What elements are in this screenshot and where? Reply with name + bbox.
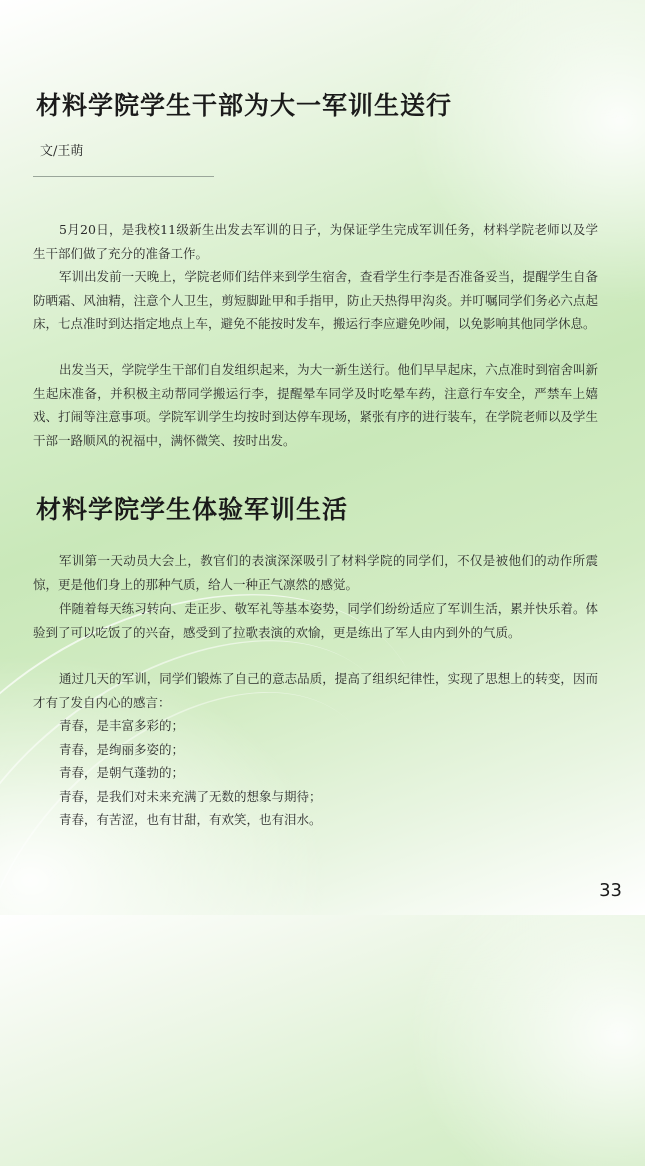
page-number: 33 [599,880,622,901]
article-title: 材料学院学生干部为大一军训生送行 [36,91,453,120]
poem-line: 青春，是绚丽多姿的； [59,741,185,757]
poem-line: 青春，是朝气蓬勃的； [59,765,185,780]
paragraph: 通过几天的军训，同学们锻炼了自己的意志品质，提高了组织纪律性，实现了思想上的转变，因而才有了发自内心的感言： [33,671,598,710]
poem [59,714,322,832]
poem-line: 青春，是我们对未来充满了无数的想象与期待； [59,788,322,804]
paragraph: 伴随着每天练习转向、走正步、敬军礼等基本姿势，同学们纷纷适应了军训生活，累并快乐着。体验到了可以吃饭了的兴奋，感受到了拉歌表演的欢愉，更是练出了军人由内到外的气质。 [33,601,598,640]
paragraph: 出发当天，学院学生干部们自发组织起来，为大一新生送行。他们早早起床，六点准时到宿舍叫新生起床准备，并积极主动帮同学搬运行李，提醒晕车同学及时吃晕车药，注意行车安全，严禁车上嬉戏、打闹等注意事项。学院军训学生均按时到达停车现场，紧张有序的进行装车，在学院老师以及学生干部一路顺风的祝福中，满怀微笑、按时出发。 [33,362,598,448]
paragraph: 军训出发前一天晚上，学院老师们结伴来到学生宿舍，查看学生行李是否准备妥当，提醒学生自备防晒霜、风油精，注意个人卫生，剪短脚趾甲和手指甲，防止天热得甲沟炎。并叮嘱同学们务必六点起床，七点准时到达指定地点上车，避免不能按时发车，搬运行李应避免吵闹，以免影响其他同学休息。 [33,269,598,331]
poem-line: 青春，有苦涩，也有甘甜，有欢笑，也有泪水。 [59,812,322,827]
divider [33,176,214,177]
paragraph: 5月20日，是我校11级新生出发去军训的日子，为保证学生完成军训任务，材料学院老师以及学生干部们做了充分的准备工作。 [33,222,598,261]
article-title: 材料学院学生体验军训生活 [36,495,349,524]
poem-line: 青春，是丰富多彩的； [59,718,185,733]
author-byline: 文/王萌 [40,144,84,159]
paragraph: 军训第一天动员大会上，教官们的表演深深吸引了材料学院的同学们，不仅是被他们的动作所震惊，更是他们身上的那种气质，给人一种正气凛然的感觉。 [33,553,598,592]
